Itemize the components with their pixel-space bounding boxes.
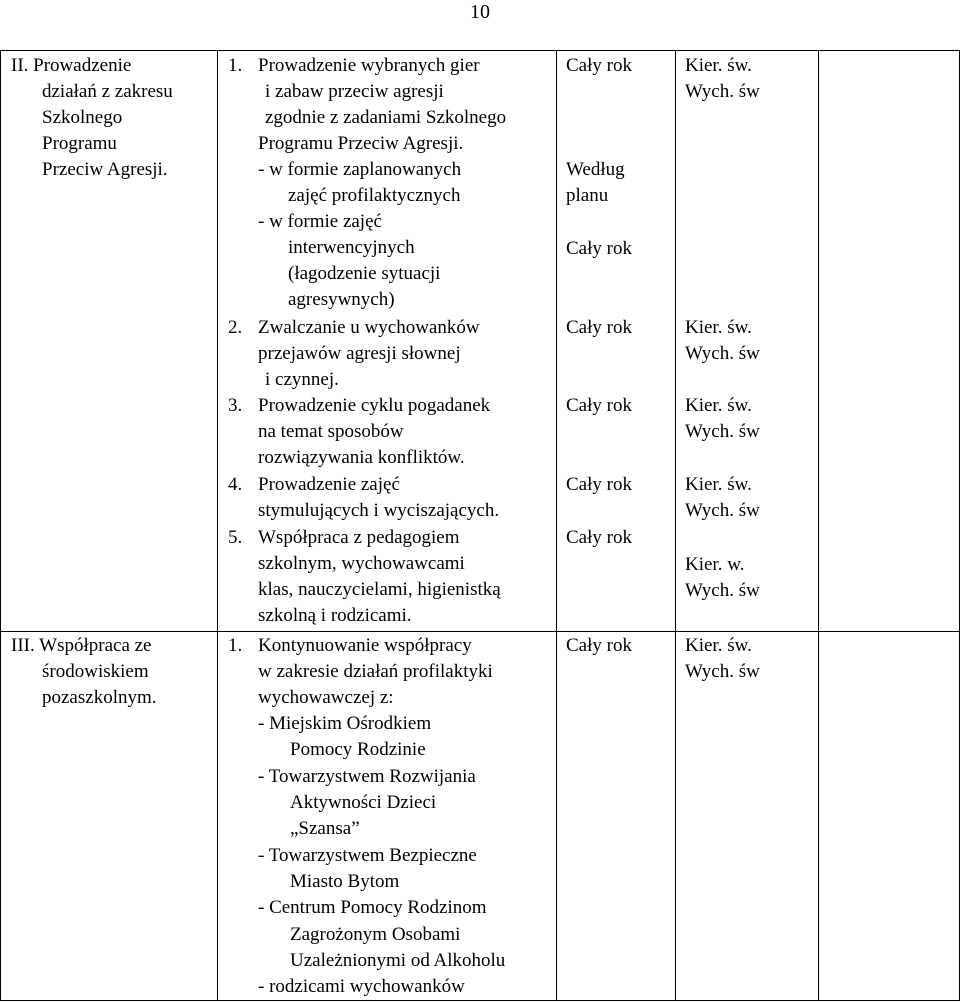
- task-line: Prowadzenie wybranych gier: [258, 55, 480, 76]
- responsible-cell: Kier. św.: [685, 55, 752, 76]
- task-line: szkolną i rodzicami.: [258, 605, 412, 626]
- task-line: Pomocy Rodzinie: [290, 739, 426, 760]
- task-line: Zagrożonym Osobami: [290, 924, 461, 945]
- row-divider: [0, 631, 960, 632]
- responsible-cell: Wych. św: [685, 500, 760, 521]
- task-line: klas, nauczycielami, higienistką: [258, 579, 501, 600]
- task-line: Uzależnionymi od Alkoholu: [290, 950, 506, 971]
- task-line: - Centrum Pomocy Rodzinom: [258, 897, 487, 918]
- task-number: 5.: [228, 527, 243, 548]
- task-line: Współpraca z pedagogiem: [258, 527, 460, 548]
- term-cell: Cały rok: [566, 474, 632, 495]
- task-line: Prowadzenie cyklu pogadanek: [258, 395, 491, 416]
- task-line: - Towarzystwem Rozwijania: [258, 766, 476, 787]
- term-cell: Cały rok: [566, 55, 632, 76]
- term-cell: Cały rok: [566, 635, 632, 656]
- task-number: 2.: [228, 317, 243, 338]
- task-line: zajęć profilaktycznych: [288, 185, 461, 206]
- task-line: (łagodzenie sytuacji: [288, 263, 441, 284]
- section-label: Szkolnego: [42, 107, 123, 128]
- task-line: i zabaw przeciw agresji: [265, 81, 444, 102]
- section-label: pozaszkolnym.: [42, 687, 157, 708]
- task-number: 1.: [228, 635, 243, 656]
- task-line: - w formie zajęć: [258, 211, 382, 232]
- responsible-cell: Wych. św: [685, 580, 760, 601]
- term-cell: Cały rok: [566, 238, 632, 259]
- col-border-term: [675, 50, 676, 1001]
- responsible-cell: Kier. św.: [685, 317, 752, 338]
- term-cell: Cały rok: [566, 527, 632, 548]
- task-line: Miasto Bytom: [290, 871, 400, 892]
- term-cell: Cały rok: [566, 395, 632, 416]
- task-line: wychowawczej z:: [258, 687, 394, 708]
- term-cell: Cały rok: [566, 317, 632, 338]
- task-line: - w formie zaplanowanych: [258, 159, 462, 180]
- section-label: Programu: [42, 133, 117, 154]
- responsible-cell: Wych. św: [685, 343, 760, 364]
- responsible-cell: Kier. św.: [685, 474, 752, 495]
- task-line: interwencyjnych: [288, 237, 415, 258]
- term-cell: planu: [566, 185, 609, 206]
- task-line: rozwiązywania konfliktów.: [258, 447, 465, 468]
- task-line: Programu Przeciw Agresji.: [258, 133, 464, 154]
- task-line: - Towarzystwem Bezpieczne: [258, 845, 477, 866]
- responsible-cell: Wych. św: [685, 661, 760, 682]
- task-line: - rodzicami wychowanków: [258, 976, 465, 997]
- task-line: stymulujących i wyciszających.: [258, 500, 500, 521]
- table-top-border: [0, 50, 960, 51]
- section-label: środowiskiem: [42, 661, 149, 682]
- task-line: Zwalczanie u wychowanków: [258, 317, 480, 338]
- task-line: Aktywności Dzieci: [290, 792, 437, 813]
- responsible-cell: Kier. św.: [685, 635, 752, 656]
- page-number: 10: [470, 1, 490, 23]
- task-line: na temat sposobów: [258, 421, 404, 442]
- section-label: działań z zakresu: [42, 81, 173, 102]
- task-line: i czynnej.: [265, 369, 339, 390]
- term-cell: Według: [566, 159, 625, 180]
- responsible-cell: Wych. św: [685, 421, 760, 442]
- task-line: Kontynuowanie współpracy: [258, 635, 472, 656]
- task-number: 1.: [228, 55, 243, 76]
- col-border-task: [556, 50, 557, 1001]
- task-number: 3.: [228, 395, 243, 416]
- responsible-cell: Kier. św.: [685, 395, 752, 416]
- col-border-responsible: [818, 50, 819, 1001]
- task-line: zgodnie z zadaniami Szkolnego: [265, 107, 507, 128]
- task-number: 4.: [228, 474, 243, 495]
- task-line: „Szansa”: [290, 818, 360, 839]
- task-line: - Miejskim Ośrodkiem: [258, 713, 432, 734]
- task-line: agresywnych): [288, 289, 395, 310]
- responsible-cell: Kier. w.: [685, 554, 745, 575]
- col-border-section: [217, 50, 218, 1001]
- task-line: Prowadzenie zajęć: [258, 474, 400, 495]
- task-line: przejawów agresji słownej: [258, 343, 461, 364]
- section-label: III. Współpraca ze: [11, 635, 152, 656]
- section-label: Przeciw Agresji.: [42, 159, 168, 180]
- task-line: szkolnym, wychowawcami: [258, 553, 465, 574]
- task-line: w zakresie działań profilaktyki: [258, 661, 493, 682]
- col-border-left: [0, 50, 1, 1001]
- table-bottom-border: [0, 1000, 960, 1001]
- responsible-cell: Wych. św: [685, 81, 760, 102]
- section-label: II. Prowadzenie: [11, 55, 132, 76]
